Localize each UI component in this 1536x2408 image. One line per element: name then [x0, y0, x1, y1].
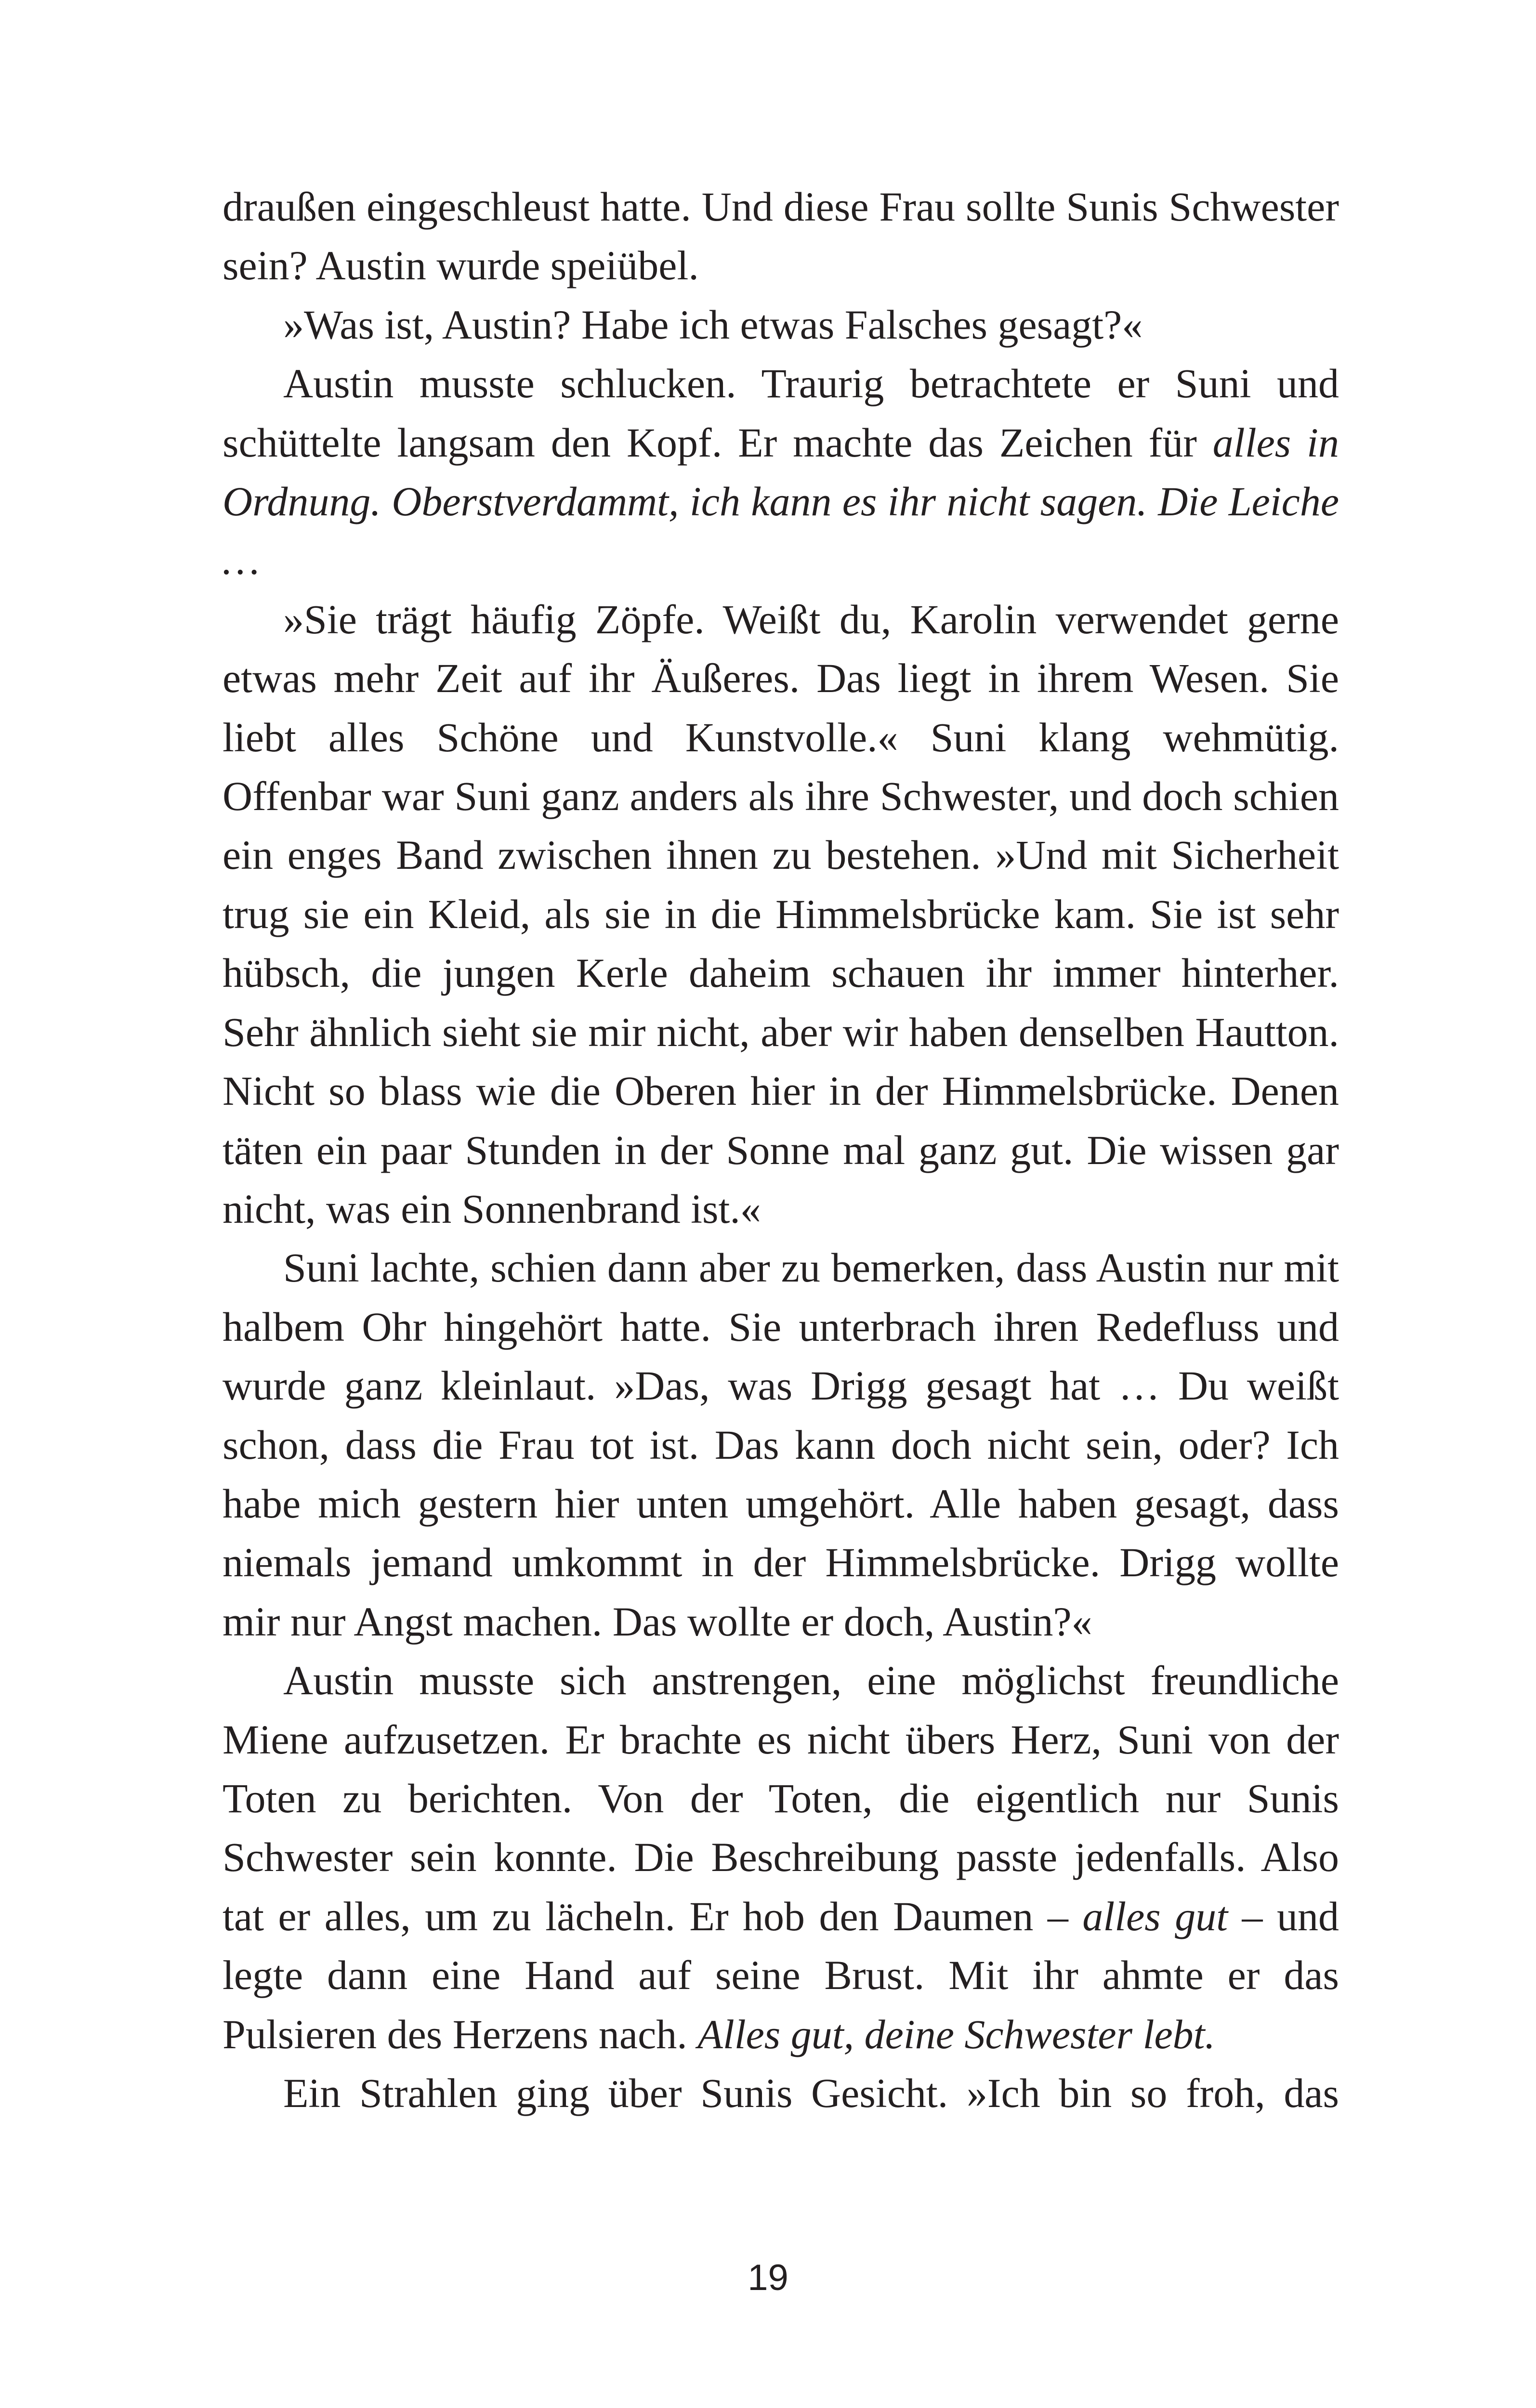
paragraph-5-text: Suni lachte, schien dann aber zu bemerken, dass Austin nur mit halbem Ohr hingehört hatte. Sie unterbrach ihren Redefluss und wurde ganz kleinlaut. »Das, was Drigg gesagt hat … Du weißt schon, dass die Frau tot ist. Das kann doch nicht sein, oder? Ich habe mich gestern hier unten umgehört. Alle haben gesagt, dass niemals jemand umkommt in der Himmelsbrücke. Drigg wollte mir nur Angst machen. Das wollte er doch, Austin?« — [223, 1244, 1339, 1645]
body-text — [223, 177, 1339, 2122]
paragraph-3 — [223, 354, 1339, 590]
paragraph-6-italic-b: Alles gut, deine Schwester lebt. — [697, 2011, 1216, 2057]
paragraph-4-text: »Sie trägt häufig Zöpfe. Weißt du, Karolin verwendet gerne etwas mehr Zeit auf ihr Äußeres. Das liegt in ihrem Wesen. Sie liebt alles Schöne und Kunstvolle.« Suni klang wehmütig. Offenbar war Suni ganz anders als ihre Schwester, und doch schien ein enges Band zwischen ihnen zu bestehen. »Und mit Sicherheit trug sie ein Kleid, als sie in die Himmelsbrücke kam. Sie ist sehr hübsch, die jungen Kerle daheim schauen ihr immer hinterher. Sehr ähnlich sieht sie mir nicht, aber wir haben denselben Hautton. Nicht so blass wie die Oberen hier in der Himmelsbrücke. Denen täten ein paar Stunden in der Sonne mal ganz gut. Die wissen gar nicht, was ein Sonnenbrand ist.« — [223, 596, 1339, 1232]
paragraph-1 — [223, 177, 1339, 295]
paragraph-4 — [223, 590, 1339, 1238]
paragraph-3-text: Austin musste schlucken. Traurig betrachtete er Suni und schüttelte langsam den Kopf. Er machte das Zeichen für — [223, 360, 1339, 466]
paragraph-1-text: draußen eingeschleust hatte. Und diese Frau sollte Sunis Schwester sein? Austin wurde speiübel. — [223, 183, 1339, 289]
paragraph-5 — [223, 1238, 1339, 1651]
paragraph-2-text: »Was ist, Austin? Habe ich etwas Falsches gesagt?« — [283, 301, 1143, 348]
paragraph-6-italic-a: alles gut — [1082, 1893, 1228, 1939]
paragraph-7 — [223, 2064, 1339, 2122]
paragraph-7-text: Ein Strahlen ging über Sunis Gesicht. »Ich bin so froh, das — [283, 2070, 1339, 2116]
paragraph-2 — [223, 295, 1339, 354]
paragraph-6 — [223, 1651, 1339, 2064]
paragraph-3-italic-thought: alles in Ordnung. Oberstverdammt, ich kann es ihr nicht sagen. Die Leiche … — [223, 419, 1339, 584]
paragraph-6-text-a: Austin musste sich anstrengen, eine möglichst freundliche Miene aufzusetzen. Er brachte es nicht übers Herz, Suni von der Toten zu berichten. Von der Toten, die eigentlich nur Sunis Schwester sein konnte. Die Beschreibung passte jedenfalls. Also tat er alles, um zu lächeln. Er hob den Daumen – — [223, 1657, 1339, 1939]
page-number: 19 — [748, 2257, 788, 2298]
paragraph-6-text-b: – und legte dann eine Hand auf seine Brust. Mit ihr ahmte er das Pulsieren des Herzens nach. — [223, 1893, 1339, 2057]
